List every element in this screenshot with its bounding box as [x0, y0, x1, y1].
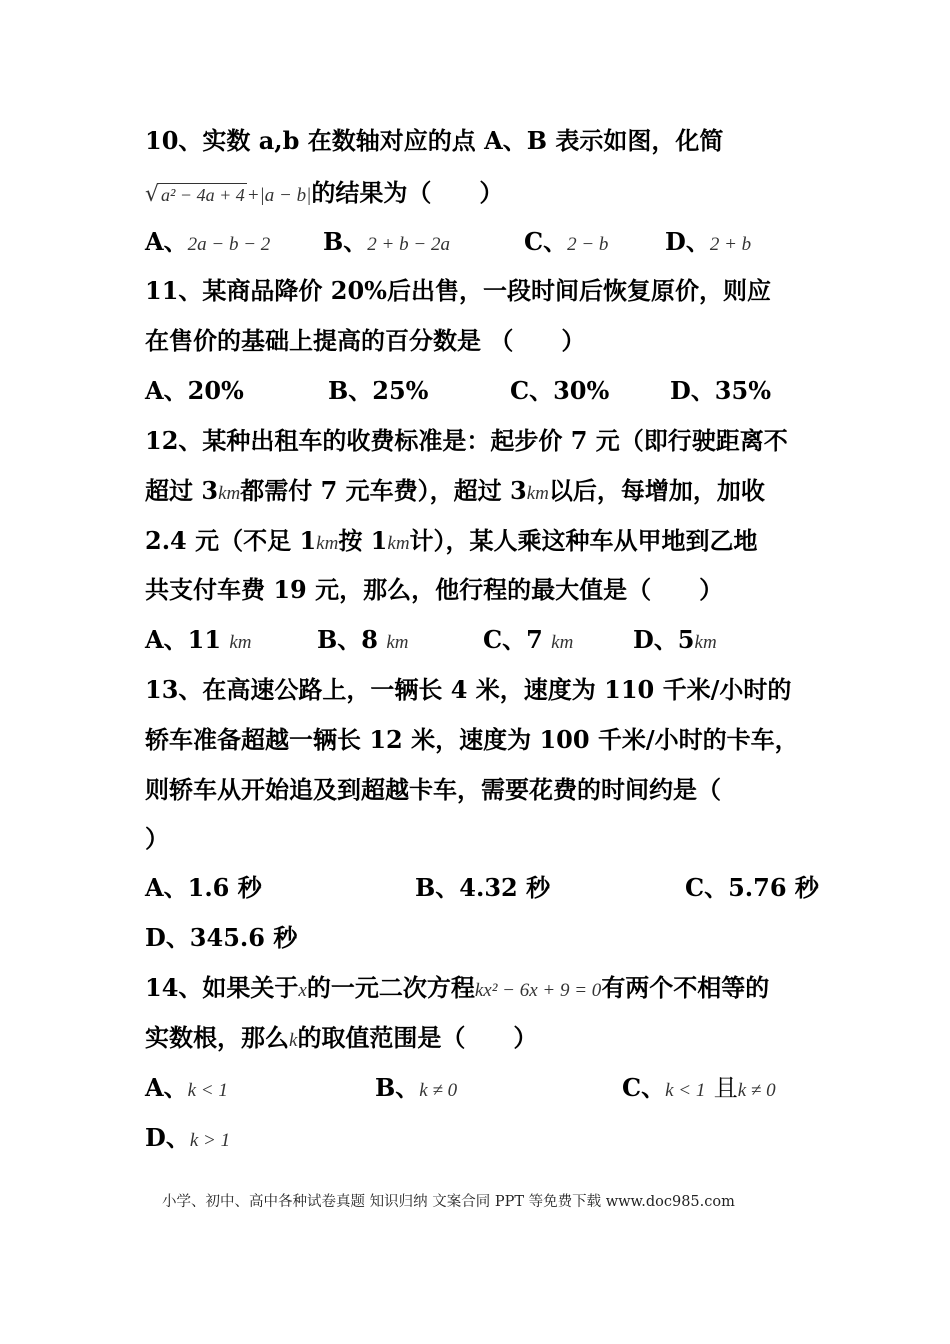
km-unit: km [218, 483, 241, 504]
km-unit: km [387, 533, 410, 554]
variable-x: x [298, 980, 307, 1001]
q10-option-c: C、2 − b [524, 227, 609, 256]
q14-option-b: B、k ≠ 0 [375, 1073, 458, 1102]
q11-stem-line2: 在售价的基础上提高的百分数是 （ ） [145, 326, 586, 355]
q13-option-d: D、345.6 秒 [145, 923, 298, 952]
q14-option-d: D、k > 1 [145, 1123, 231, 1152]
q14-option-c: C、k < 1 且k ≠ 0 [622, 1073, 776, 1102]
q10-abs-expression: +|a − b| [246, 185, 312, 206]
q10-stem-line1: 10、实数 a,b 在数轴对应的点 A、B 表示如图，化简 [145, 126, 724, 155]
q11-option-d: D、35% [670, 376, 772, 405]
sqrt-radical: √ [145, 182, 160, 207]
q13-option-b: B、4.32 秒 [415, 873, 551, 902]
q11-option-c: C、30% [510, 376, 610, 405]
km-unit: km [526, 483, 549, 504]
q11-stem-line1: 11、某商品降价 20%后出售，一段时间后恢复原价，则应 [145, 276, 771, 305]
q10-stem-tail: 的结果为（ ） [311, 178, 504, 207]
q12-option-b: B、8 km [317, 625, 409, 654]
q13-stem-line3: 则轿车从开始追及到超越卡车，需要花费的时间约是（ [145, 775, 721, 804]
q10-sqrt-expression: a² − 4a + 4 [161, 185, 245, 205]
q14-stem-line1: 14、如果关于x的一元二次方程kx² − 6x + 9 = 0有两个不相等的 [145, 973, 770, 1002]
q12-stem-line4: 共支付车费 19 元，那么，他行程的最大值是（ ） [145, 575, 724, 604]
q14-option-a: A、k < 1 [145, 1073, 228, 1102]
q13-option-a: A、1.6 秒 [145, 873, 262, 902]
page-footer: 小学、初中、高中各种试卷真题 知识归纳 文案合同 PPT 等免费下载 www.doc985.com [162, 1194, 735, 1210]
q12-option-d: D、5km [633, 625, 717, 654]
q12-option-a: A、11 km [145, 625, 252, 654]
q13-stem-line4: ） [145, 824, 169, 853]
q12-option-c: C、7 km [483, 625, 574, 654]
q12-stem-line2: 超过 3km都需付 7 元车费），超过 3km以后，每增加，加收 [145, 476, 765, 505]
q10-stem-line2 [145, 178, 503, 211]
q10-option-d: D、2 + b [665, 227, 752, 256]
km-unit: km [316, 533, 339, 554]
q11-option-a: A、20% [145, 376, 244, 405]
q13-stem-line2: 轿车准备超越一辆长 12 米，速度为 100 千米/小时的卡车， [145, 725, 799, 754]
q14-equation: kx² − 6x + 9 = 0 [474, 980, 602, 1001]
q12-stem-line3: 2.4 元（不足 1km按 1km计），某人乘这种车从甲地到乙地 [145, 526, 758, 555]
variable-k: k [289, 1030, 298, 1051]
q10-option-b: B、2 + b − 2a [323, 227, 450, 256]
q13-option-c: C、5.76 秒 [685, 873, 819, 902]
q10-option-a: A、2a − b − 2 [145, 227, 271, 256]
q11-option-b: B、25% [328, 376, 429, 405]
q12-stem-line1: 12、某种出租车的收费标准是：起步价 7 元（即行驶距离不 [145, 426, 788, 455]
q14-stem-line2: 实数根，那么k的取值范围是（ ） [145, 1023, 538, 1052]
q13-stem-line1: 13、在高速公路上，一辆长 4 米，速度为 110 千米/小时的 [145, 675, 792, 704]
